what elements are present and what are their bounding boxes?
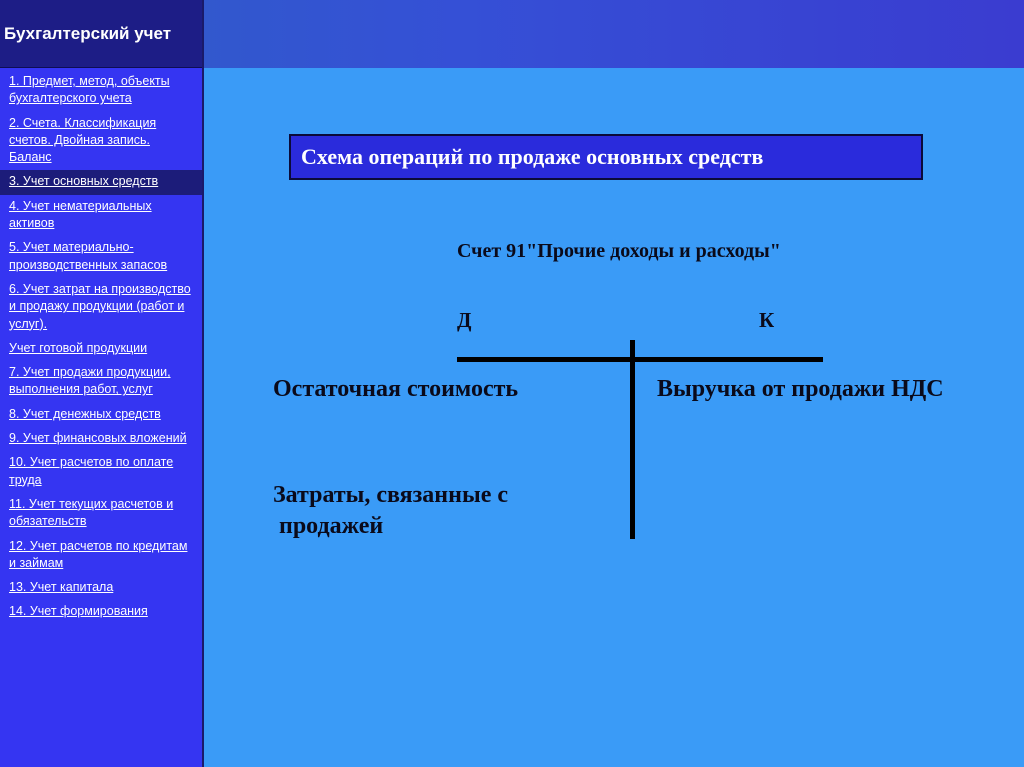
sidebar-item-subject-method[interactable]: 1. Предмет, метод, объекты бухгалтерского учета <box>9 74 170 106</box>
t-account-vertical-line <box>630 340 635 539</box>
slide-title: Схема операций по продаже основных средств <box>301 144 764 169</box>
sidebar-item-loans[interactable]: 12. Учет расчетов по кредитам и займам <box>9 538 188 570</box>
debit-label: Д <box>457 308 472 332</box>
sidebar-item-inventories[interactable]: 5. Учет материально-производственных запасов <box>9 240 168 272</box>
sidebar-item-financial-investments[interactable]: 9. Учет финансовых вложений <box>9 431 187 446</box>
sidebar <box>0 0 204 767</box>
sidebar-item-cash[interactable]: 8. Учет денежных средств <box>9 406 161 421</box>
sidebar-item-intangible-assets[interactable]: 4. Учет нематериальных активов <box>9 198 152 231</box>
app-title: Бухгалтерский учет <box>0 0 202 68</box>
slide-title-box <box>289 134 923 180</box>
credit-entry-sale-revenue: Выручка от продажи НДС <box>657 376 944 402</box>
sidebar-nav <box>0 70 202 625</box>
sidebar-item-current-settlements[interactable]: 11. Учет текущих расчетов и обязательств <box>9 496 174 529</box>
sidebar-item-fixed-assets[interactable]: 3. Учет основных средств <box>0 170 202 194</box>
sidebar-item-formation[interactable]: 14. Учет формирования <box>9 604 148 619</box>
debit-entry-sale-expenses: Затраты, связанные с продажей <box>273 482 509 539</box>
sidebar-item-payroll[interactable]: 10. Учет расчетов по оплате труда <box>9 455 174 487</box>
sidebar-item-production-costs[interactable]: 6. Учет затрат на производство и продажу продукции (работ и услуг). <box>9 281 191 331</box>
account-title: Счет 91"Прочие доходы и расходы" <box>457 240 781 262</box>
sidebar-item-accounts[interactable]: 2. Счета. Классификация счетов. Двойная запись. Баланс <box>9 115 157 165</box>
credit-label: К <box>759 308 775 332</box>
debit-entry-residual-value: Остаточная стоимость <box>273 376 519 402</box>
sidebar-item-sales[interactable]: 7. Учет продажи продукции, выполнения работ, услуг <box>9 365 171 397</box>
sidebar-item-finished-goods[interactable]: Учет готовой продукции <box>9 340 148 355</box>
sidebar-item-capital[interactable]: 13. Учет капитала <box>9 580 114 595</box>
t-account-horizontal-line <box>457 357 823 362</box>
